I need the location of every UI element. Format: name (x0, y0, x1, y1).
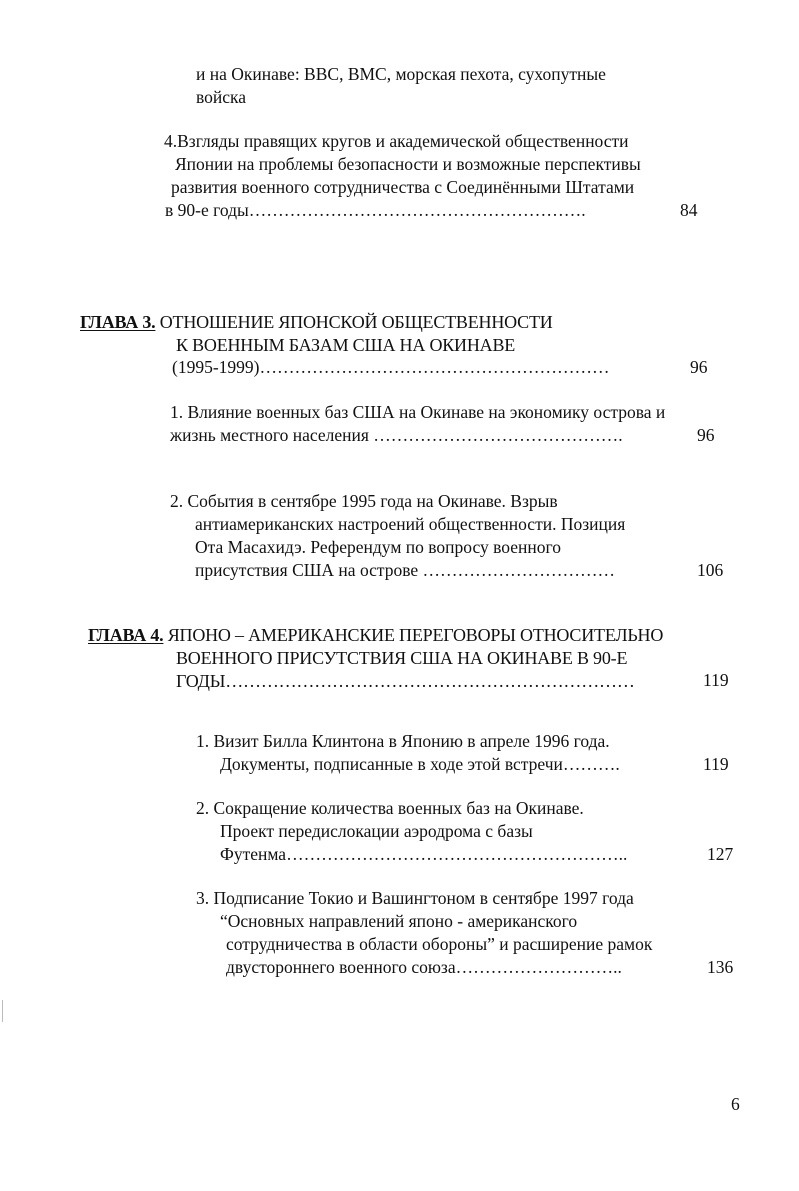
ch4-s3-page-number: 136 (707, 957, 734, 977)
ch4-s3-line-3: сотрудничества в области обороны” и расширение рамок (226, 934, 653, 954)
footer-page-number: 6 (731, 1094, 740, 1114)
scan-artifact (2, 1000, 3, 1022)
ch4-s3-line-1: 3. Подписание Токио и Вашингтоном в сентябре 1997 года (196, 888, 634, 908)
chapter-3-page-number: 96 (690, 357, 708, 377)
chapter-4-label: ГЛАВА 4. (88, 625, 164, 645)
ch2-s4-line-1: 4.Взгляды правящих кругов и академической общественности (164, 131, 629, 151)
ch3-s2-line-4: присутствия США на острове …………………………… (195, 560, 616, 580)
ch3-s1-page-number: 96 (697, 425, 715, 445)
ch4-s1-line-2: Документы, подписанные в ходе этой встречи………. (220, 754, 620, 774)
chapter-4-title-line-1: ЯПОНО – АМЕРИКАНСКИЕ ПЕРЕГОВОРЫ ОТНОСИТЕЛЬНО (167, 625, 664, 645)
ch4-s3-line-2: “Основных направлений японо - американского (220, 911, 578, 931)
ch4-s2-line-2: Проект передислокации аэродрома с базы (220, 821, 533, 841)
ch4-s1-line-1: 1. Визит Билла Клинтона в Японию в апреле 1996 года. (196, 731, 610, 751)
ch3-s1-line-2: жизнь местного населения ……………………………………. (170, 425, 623, 445)
chapter-3-title-line-3: (1995-1999)…………………………………………………… (172, 357, 610, 377)
ch3-s2-page-number: 106 (697, 560, 724, 580)
chapter-4-page-number: 119 (703, 670, 729, 690)
ch3-s1-line-1: 1. Влияние военных баз США на Окинаве на экономику острова и (170, 402, 666, 422)
ch4-s1-page-number: 119 (703, 754, 729, 774)
ch3-s2-line-2: антиамериканских настроений общественности. Позиция (195, 514, 626, 534)
ch3-s2-line-3: Ота Масахидэ. Референдум по вопросу военного (195, 537, 561, 557)
ch4-s2-line-1: 2. Сокращение количества военных баз на Окинаве. (196, 798, 584, 818)
ch2-s4-line-4: в 90-е годы…………………………………………………. (165, 200, 586, 220)
ch4-s2-page-number: 127 (707, 844, 734, 864)
chapter-4-title-line-3: ГОДЫ…………………………………………………………… (176, 671, 635, 691)
ch2-s4-line-2: Японии на проблемы безопасности и возможные перспективы (175, 154, 641, 174)
chapter-4-title-line-2: ВОЕННОГО ПРИСУТСТВИЯ США НА ОКИНАВЕ В 90-Е (176, 648, 628, 668)
continuation-line-1: и на Окинаве: ВВС, ВМС, морская пехота, сухопутные (196, 64, 606, 84)
ch4-s2-line-3: Футенма………………………………………………….. (220, 844, 628, 864)
ch2-s4-line-3: развития военного сотрудничества с Соединёнными Штатами (171, 177, 635, 197)
ch2-s4-page-number: 84 (680, 200, 698, 220)
chapter-3-title-line-2: К ВОЕННЫМ БАЗАМ США НА ОКИНАВЕ (176, 335, 516, 355)
continuation-line-2: войска (196, 87, 247, 107)
ch4-s3-line-4: двустороннего военного союза……………………….. (226, 957, 622, 977)
chapter-4-heading (88, 626, 663, 644)
ch3-s2-line-1: 2. События в сентябре 1995 года на Окинаве. Взрыв (170, 491, 558, 511)
chapter-3-title-line-1: ОТНОШЕНИЕ ЯПОНСКОЙ ОБЩЕСТВЕННОСТИ (159, 312, 553, 332)
chapter-3-label: ГЛАВА 3. (80, 312, 156, 332)
chapter-3-heading (80, 313, 553, 331)
